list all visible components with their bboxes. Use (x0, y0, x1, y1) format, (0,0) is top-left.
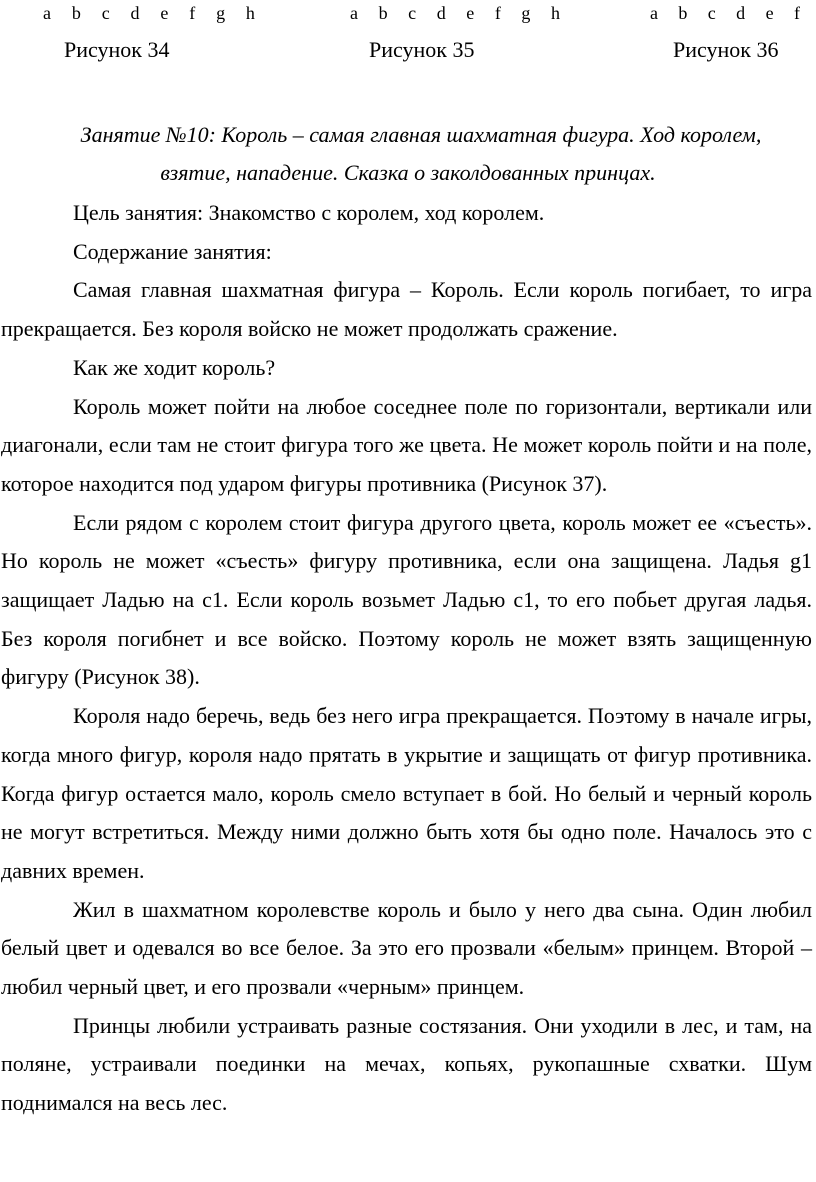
file-label: e (160, 3, 169, 23)
paragraph: Как же ходит король? (73, 354, 276, 380)
file-label: a (650, 3, 658, 23)
lesson-heading (0, 116, 816, 192)
file-label: d (436, 3, 446, 23)
file-label: d (736, 3, 746, 23)
file-label: a (43, 3, 51, 23)
figure-36-file-labels (650, 2, 800, 28)
file-label: h (550, 3, 560, 23)
figure-34-file-labels (43, 2, 255, 28)
file-label: c (707, 3, 716, 23)
file-label: c (408, 3, 417, 23)
file-label: f (793, 3, 800, 23)
paragraph: Принцы любили устраивать разные состязания. Они уходили в лес, и там, на поляне, устраивали поединки на мечах, копьях, рукопашные схватки. Шум поднимался на весь лес. (1, 1012, 812, 1116)
lesson-body (0, 194, 816, 1123)
file-label: c (101, 3, 110, 23)
file-label: g (521, 3, 531, 23)
figure-36-caption: Рисунок 36 (673, 37, 779, 62)
file-label: g (216, 3, 226, 23)
lesson-content-label: Содержание занятия: (73, 238, 272, 264)
file-label: e (466, 3, 475, 23)
file-label: h (245, 3, 255, 23)
paragraph: Короля надо беречь, ведь без него игра прекращается. Поэтому в начале игры, когда много фигур, короля надо прятать в укрытие и защищать от фигур противника. Когда фигур остается мало, король смело вступает в бой. Но белый и черный король не могут встретиться. Между ними должно быть хотя бы одно поле. Началось это с давних времен. (1, 703, 812, 883)
figure-35-caption: Рисунок 35 (369, 37, 475, 62)
file-label: d (130, 3, 140, 23)
paragraph: Король может пойти на любое соседнее поле по горизонтали, вертикали или диагонали, если там не стоит фигура того же цвета. Не может король пойти и на поле, которое находится под ударом фигуры противника (Рисунок 37). (1, 393, 812, 496)
figure-34-caption: Рисунок 34 (64, 37, 170, 62)
figure-35-file-labels (350, 2, 560, 28)
file-label: f (189, 3, 196, 23)
paragraph: Если рядом с королем стоит фигура другого цвета, король может ее «съесть». Но король не может «съесть» фигуру противника, если она защищена. Ладья g1 защищает Ладью на c1. Если король возьмет Ладью c1, то его побьет другая ладья. Без короля погибнет и все войско. Поэтому король не может взять защищенную фигуру (Рисунок 38). (1, 509, 812, 690)
file-label: b (378, 3, 388, 23)
file-label: f (494, 3, 501, 23)
file-label: e (765, 3, 774, 23)
lesson-heading-line-2: взятие, нападение. Сказка о заколдованных принцах. (160, 160, 656, 185)
file-label: b (678, 3, 688, 23)
lesson-heading-line-1: Занятие №10: Король – самая главная шахматная фигура. Ход королем, (80, 122, 762, 147)
paragraph: Жил в шахматном королевстве король и было у него два сына. Один любил белый цвет и одевался во все белое. За это его прозвали «белым» принцем. Второй – любил черный цвет, и его прозвали «черным» принцем. (1, 896, 812, 1000)
paragraph: Самая главная шахматная фигура – Король. Если король погибает, то игра прекращается. Без короля войско не может продолжать сражение. (1, 277, 812, 342)
file-label: a (350, 3, 358, 23)
lesson-goal: Цель занятия: Знакомство с королем, ход королем. (73, 200, 545, 225)
file-label: b (71, 3, 81, 23)
